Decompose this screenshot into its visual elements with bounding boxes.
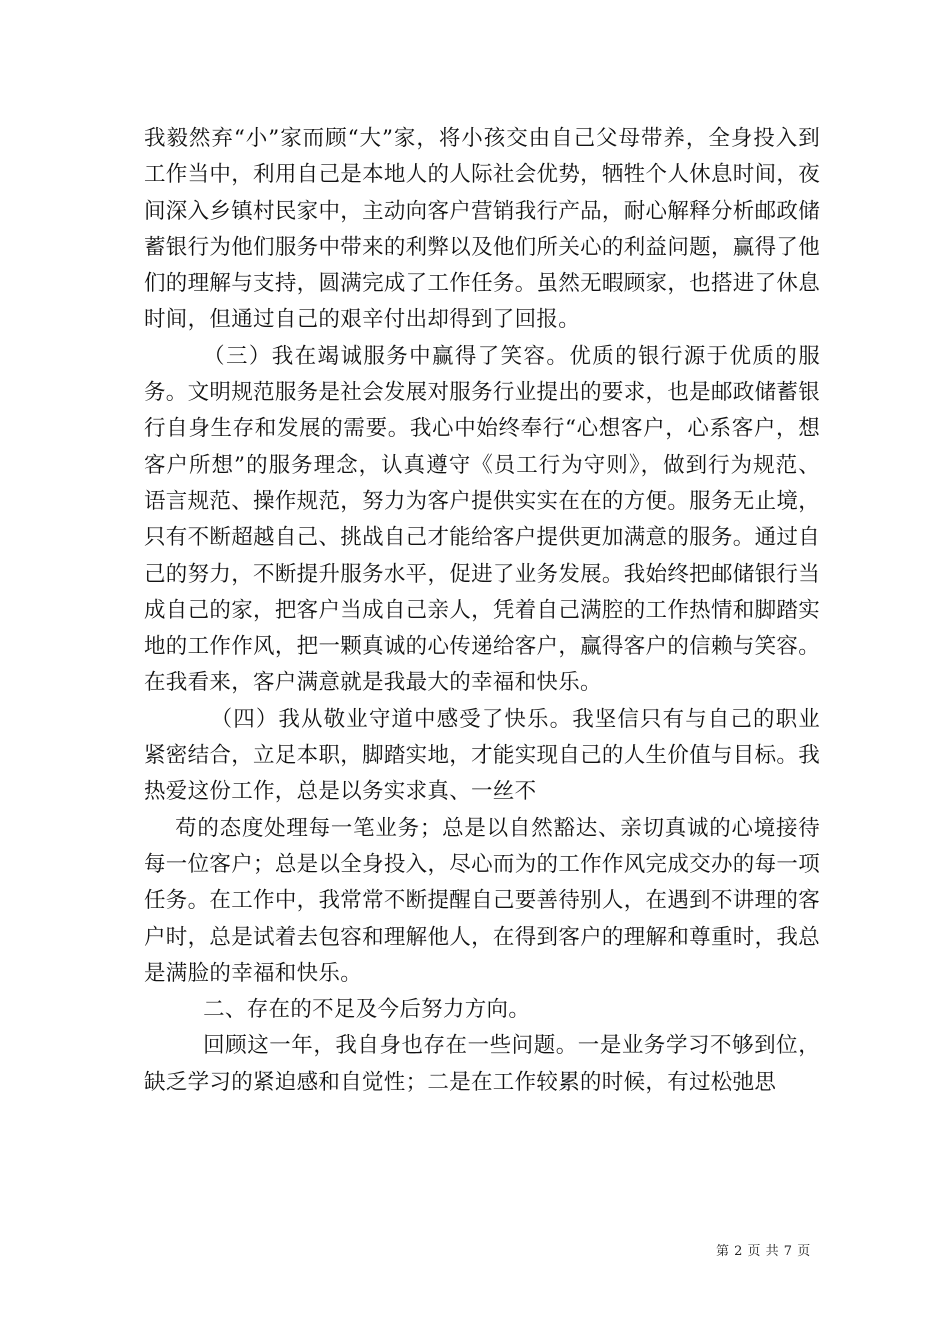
document-body	[144, 121, 820, 1101]
paragraph-2: （三）我在竭诚服务中赢得了笑容。优质的银行源于优质的服务。文明规范服务是社会发展对服务行业提出的要求，也是邮政储蓄银行自身生存和发展的需要。我心中始终奉行“心想客户，心系客户，想客户所想”的服务理念，认真遵守《员工行为守则》，做到行为规范、语言规范、操作规范，努力为客户提供实实在在的方便。服务无止境，只有不断超越自己、挑战自己才能给客户提供更加满意的服务。通过自己的努力，不断提升服务水平，促进了业务发展。我始终把邮储银行当成自己的家，把客户当成自己亲人，凭着自己满腔的工作热情和脚踏实地的工作作风，把一颗真诚的心传递给客户，赢得客户的信赖与笑容。在我看来，客户满意就是我最大的幸福和快乐。	[144, 343, 820, 696]
section-heading: 二、存在的不足及今后努力方向。	[203, 997, 531, 1023]
paragraph-4: 苟的态度处理每一笔业务；总是以自然豁达、亲切真诚的心境接待每一位客户；总是以全身投入，尽心而为的工作作风完成交办的每一项任务。在工作中，我常常不断提醒自己要善待别人，在遇到不讲理的客户时，总是试着去包容和理解他人，在得到客户的理解和尊重时，我总是满脸的幸福和快乐。	[144, 815, 820, 986]
paragraph-1: 我毅然弃“小”家而顾“大”家，将小孩交由自己父母带养，全身投入到工作当中，利用自己是本地人的人际社会优势，牺牲个人休息时间，夜间深入乡镇村民家中，主动向客户营销我行产品，耐心解释分析邮政储蓄银行为他们服务中带来的利弊以及他们所关心的利益问题，赢得了他们的理解与支持，圆满完成了工作任务。虽然无暇顾家，也搭进了休息时间，但通过自己的艰辛付出却得到了回报。	[144, 126, 820, 333]
paragraph-5: 回顾这一年，我自身也存在一些问题。一是业务学习不够到位，缺乏学习的紧迫感和自觉性；二是在工作较累的时候，有过松弛思	[144, 1033, 820, 1095]
page-number-footer: 第 2 页 共 7 页	[716, 1244, 811, 1259]
paragraph-3: （四）我从敬业守道中感受了快乐。我坚信只有与自己的职业紧密结合，立足本职，脚踏实地，才能实现自己的人生价值与目标。我热爱这份工作，总是以务实求真、一丝不	[144, 706, 820, 805]
